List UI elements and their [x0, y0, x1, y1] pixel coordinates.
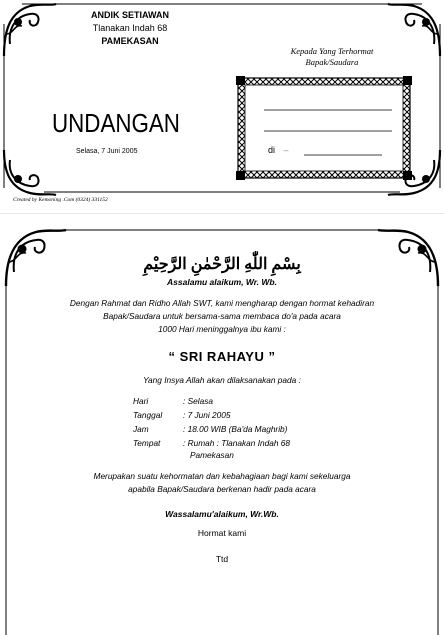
corner-ornament-icon	[0, 0, 60, 60]
detail-value-date: : 7 Juni 2005	[183, 410, 231, 420]
sender-name: ANDIK SETIAWAN	[90, 10, 169, 20]
address-box	[236, 76, 412, 180]
detail-value-place-cont: Pamekasan	[190, 450, 234, 460]
detail-label-date: Tanggal	[133, 410, 163, 420]
intro-line-2: Bapak/Saudara untuk bersama-sama membaca do'a pada acara	[103, 311, 341, 321]
closing-line-1: Merupakan suatu kehormatan dan kebahagiaan bagi kami sekeluarga	[93, 471, 351, 481]
detail-label-day: Hari	[133, 396, 149, 406]
closing-salam: Wassalamu'alaikum, Wr.Wb.	[165, 509, 279, 519]
invitation-title: UNDANGAN	[52, 108, 180, 138]
closing-line-2: apabila Bapak/Saudara berkenan hadir pada acara	[128, 484, 316, 494]
detail-label-place: Tempat	[133, 438, 161, 448]
bismillah-calligraphy: بِسْمِ اللّٰهِ الرَّحْمٰنِ الرَّحِيْمِ	[143, 256, 301, 273]
detail-label-time: Jam	[133, 424, 149, 434]
signature-text: Ttd	[215, 554, 229, 564]
envelope-date: Selasa, 7 Juni 2005	[76, 148, 138, 155]
recipient-salutation: Bapak/Saudara	[305, 57, 359, 67]
di-text: di	[268, 145, 276, 155]
corner-ornament-icon	[2, 226, 70, 288]
honoree-name: “ SRI RAHAYU ”	[168, 349, 276, 364]
address-di-label	[268, 145, 289, 155]
greeting: Assalamu alaikum, Wr. Wb.	[167, 277, 277, 287]
regards-text: Hormat kami	[197, 528, 247, 538]
event-intro: Yang Insya Allah akan dilaksanakan pada :	[143, 375, 301, 385]
detail-value-day: : Selasa	[183, 396, 213, 406]
di-dash: –	[283, 145, 289, 155]
intro-line-3: 1000 Hari meninggalnya ibu kami :	[158, 324, 286, 334]
sender-city: PAMEKASAN	[101, 36, 159, 46]
letter-card	[0, 214, 444, 635]
detail-value-time: : 18.00 WIB (Ba'da Maghrib)	[183, 424, 288, 434]
recipient-heading: Kepada Yang Terhormat	[290, 46, 374, 56]
sender-address: Tlanakan Indah 68	[92, 23, 168, 33]
detail-value-place: : Rumah : Tlanakan Indah 68	[183, 438, 291, 448]
credit-text: Created by Kemoning .Com (0324) 331152	[13, 197, 108, 203]
corner-ornament-icon	[0, 148, 60, 198]
intro-line-1: Dengan Rahmat dan Ridho Allah SWT, kami mengharap dengan hormat kehadiran	[69, 298, 375, 308]
envelope-card	[0, 0, 444, 212]
corner-ornament-icon	[374, 226, 442, 288]
